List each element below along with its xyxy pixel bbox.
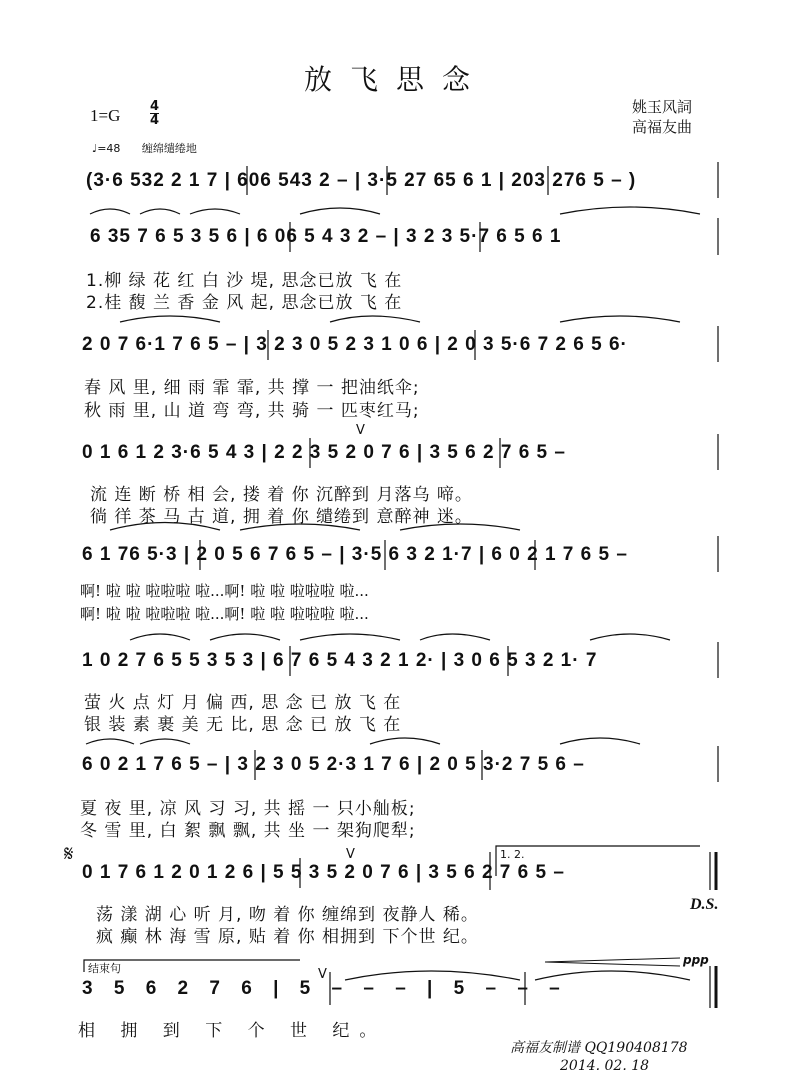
score-date: 2014. 02. 18 [560,1058,650,1074]
notation-row-3: 2 0 7 6·1 7 6 5 – | 3 2 3 0 5 2 3 1 0 6 | 2 0 3 5·6 7 2 6 5 6· [82,334,628,355]
time-bottom: 4 [150,113,160,128]
key-signature: 1=G [90,106,121,125]
lyrics-row-4-verse-1: 流 连 断 桥 相 会, 搂 着 你 沉醉到 月落乌 啼。 [90,485,473,505]
page-title: 放飞思念 [303,63,488,96]
svg-text:V: V [346,847,355,862]
notation-row-2: 6 35 7 6 5 3 5 6 | 6 06 5 4 3 2 – | 3 2 3 5·7 6 5 6 1 [90,226,562,247]
lyrics-row-2-verse-1: 1.柳 绿 花 红 白 沙 堤, 思念已放 飞 在 [86,271,403,291]
notation-row-4: 0 1 6 1 2 3·6 5 4 3 | 2 2 3 5 2 0 7 6 | 3 5 6 2 7 6 5 – [82,442,566,463]
lyrics-row-9: 相 拥 到 下 个 世 纪。 [78,1021,387,1041]
notation-row-5: 6 1 76 5·3 | 2 0 5 6 7 6 5 – | 3·5 6 3 2 1·7 | 6 0 2 1 7 6 5 – [82,544,628,565]
lyrics-row-4-verse-2: 徜 徉 茶 马 古 道, 拥 着 你 缱绻到 意醉神 迷。 [90,507,473,527]
notation-row-8: 0 1 7 6 1 2 0 1 2 6 | 5 5 3 5 2 0 7 6 | 3 5 6 2 7 6 5 – [82,862,565,883]
svg-text:V: V [318,967,327,982]
lyrics-row-3-verse-1: 春 风 里, 细 雨 霏 霏, 共 撑 一 把油纸伞; [84,378,420,398]
volta-label: 1. 2. [500,848,525,861]
notation-row-9: 3 5 6 2 7 6 | 5 – – – | 5 – – – [82,978,561,999]
score-maker: 高福友制谱 QQ190408178 [510,1040,688,1056]
composer: 高福友曲 [632,118,693,136]
lyrics-row-7-verse-1: 夏 夜 里, 凉 风 习 习, 共 摇 一 只小舢板; [80,799,416,819]
lyrics-row-5-verse-2: 啊! 啦 啦 啦啦啦 啦...啊! 啦 啦 啦啦啦 啦... [80,605,369,623]
lyrics-row-6-verse-1: 萤 火 点 灯 月 偏 西, 思 念 已 放 飞 在 [84,693,402,713]
lyricist: 姚玉风詞 [632,98,693,116]
segno-sign: 𝄋 [64,842,74,867]
lyrics-row-5-verse-1: 啊! 啦 啦 啦啦啦 啦...啊! 啦 啦 啦啦啦 啦... [80,582,369,600]
notation-row-7: 6 0 2 1 7 6 5 – | 3 2 3 0 5 2·3 1 7 6 | 2 0 5 3·2 7 5 6 – [82,754,585,775]
lyrics-row-7-verse-2: 冬 雪 里, 白 絮 飘 飘, 共 坐 一 架狗爬犁; [80,821,416,841]
dynamic-marking: ppp [683,953,709,967]
svg-text:V: V [356,423,365,438]
notation-row-1: (3·6 532 2 1 7 | 606 543 2 – | 3·5 27 65 6 1 | 203 276 5 – ) [86,170,637,191]
lyrics-row-8-verse-2: 疯 癫 林 海 雪 原, 贴 着 你 相拥到 下个世 纪。 [96,927,479,947]
ending-label: 结束句 [88,962,121,975]
lyrics-row-6-verse-2: 银 装 素 裹 美 无 比, 思 念 已 放 飞 在 [84,715,402,735]
notation-row-6: 1 0 2 7 6 5 5 3 5 3 | 6 7 6 5 4 3 2 1 2· | 3 0 6 5 3 2 1· 7 [82,650,598,671]
expression-text: 缠绵缱绻地 [141,142,197,155]
time-top: 4 [150,99,160,114]
lyrics-row-3-verse-2: 秋 雨 里, 山 道 弯 弯, 共 骑 一 匹枣红马; [84,401,420,421]
tempo-value: ♩=48 [92,142,121,155]
lyrics-row-2-verse-2: 2.桂 馥 兰 香 金 风 起, 思念已放 飞 在 [86,293,403,313]
dal-segno-mark: D.S. [690,896,719,913]
lyrics-row-8-verse-1: 荡 漾 湖 心 听 月, 吻 着 你 缠绵到 夜静人 稀。 [96,905,479,925]
